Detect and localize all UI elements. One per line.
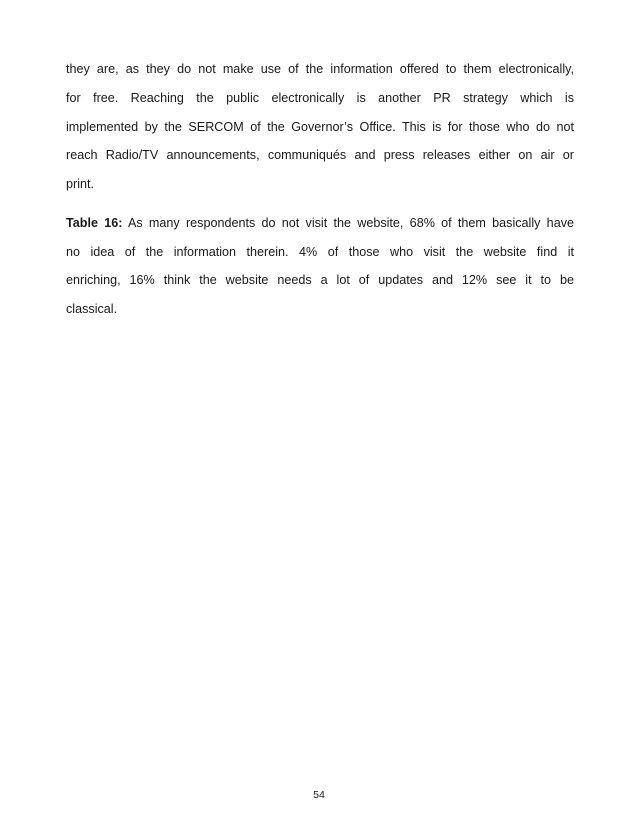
paragraph-line: reach Radio/TV announcements, communiqués and press releases either on air or: [66, 148, 574, 162]
paragraph-line: for free. Reaching the public electronically is another PR strategy which is: [66, 91, 574, 105]
paragraph-line: print.: [66, 177, 94, 191]
paragraph-line: classical.: [66, 302, 118, 316]
paragraph-line: implemented by the SERCOM of the Governor’s Office. This is for those who do not: [66, 120, 574, 134]
paragraph-line: enriching, 16% think the website needs a lot of updates and 12% see it to be: [66, 273, 574, 287]
table-reference-label: Table 16:: [66, 216, 123, 230]
page-number: 54: [313, 789, 325, 801]
paragraph-text: As many respondents do not visit the website, 68% of them basically have: [122, 216, 574, 230]
paragraph-line: [66, 214, 574, 232]
paragraph-line: no idea of the information therein. 4% of those who visit the website find it: [66, 245, 574, 259]
paragraph-line: they are, as they do not make use of the information offered to them electronically,: [66, 62, 574, 76]
